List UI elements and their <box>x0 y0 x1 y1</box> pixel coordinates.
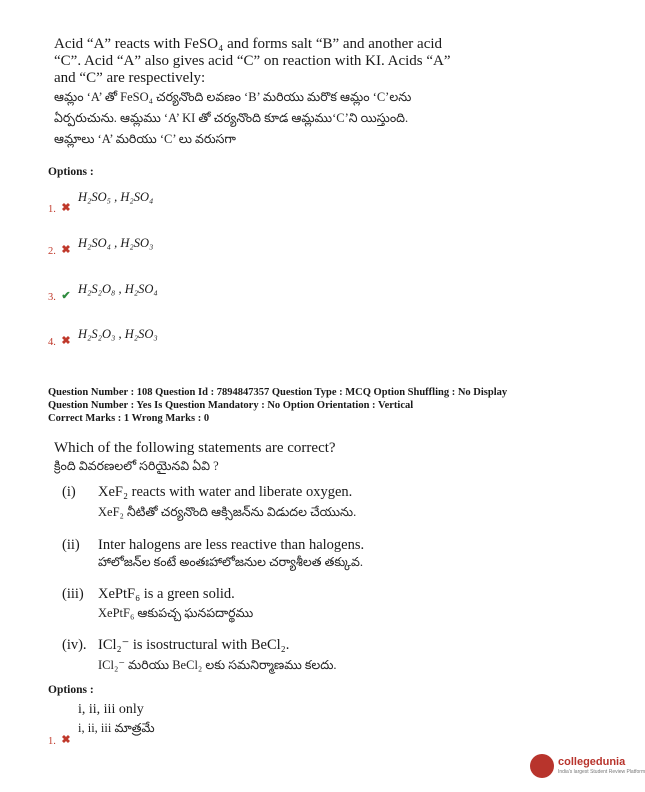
statement-number: (ii) <box>62 537 80 553</box>
brand-name: collegedunia <box>558 756 626 768</box>
question-meta <box>48 386 608 425</box>
option-number: 1. <box>48 204 56 215</box>
option-text: H₂SO₅ , H₂SO₄ <box>78 190 154 204</box>
options-label: Options : <box>48 166 94 178</box>
statement-number: (i) <box>62 484 76 500</box>
statement-text: XeF₂ reacts with water and liberate oxygen. <box>98 484 353 500</box>
brand-tagline: India's largest Student Review Platform <box>558 769 645 775</box>
option-number: 1. <box>48 736 56 747</box>
question-line-telugu: ఆమ్లం ‘A’ తో FeSO₄ చర్యనొంది లవణం ‘B’ మరియు మరొక ఆమ్లం ‘C’లను <box>54 90 412 104</box>
meta-line: Question Number : Yes Is Question Mandatory : No Option Orientation : Vertical <box>48 400 414 411</box>
statement-number: (iii) <box>62 586 84 602</box>
wrong-mark-icon: ✖ <box>61 202 71 214</box>
graduation-cap-icon <box>530 754 554 778</box>
statement-text: ICl₂⁻ is isostructural with BeCl₂. <box>98 637 290 653</box>
options-label: Options : <box>48 684 94 696</box>
option-row[interactable] <box>48 282 348 308</box>
question-line: Acid “A” reacts with FeSO₄ and forms salt “B” and another acid <box>54 36 443 52</box>
brand-watermark <box>530 750 645 786</box>
check-mark-icon: ✔ <box>61 290 71 302</box>
question-line-telugu: ఏర్పరుచును. ఆమ్లము ‘A’ KI తో చర్యనొంది కూడ ఆమ్లము‘C’ని యిస్తుంది. <box>54 111 409 125</box>
wrong-mark-icon: ✖ <box>61 244 71 256</box>
question-text-telugu: క్రింది వివరణలలో సరియైనవి ఏవి ? <box>54 459 219 473</box>
statement-number: (iv). <box>62 637 87 653</box>
question-text <box>54 36 594 87</box>
wrong-mark-icon: ✖ <box>61 734 71 746</box>
option-row[interactable] <box>48 236 348 262</box>
option-text-telugu: i, ii, iii మాత్రమే <box>78 721 155 735</box>
option-row[interactable] <box>48 190 348 216</box>
option-text: H₂SO₄ , H₂SO₃ <box>78 236 154 250</box>
option-number: 2. <box>48 246 56 257</box>
option-row[interactable] <box>48 327 348 353</box>
option-text: H₂S₂O₈ , H₂SO₄ <box>78 282 158 296</box>
statement-text-telugu: ICl₂⁻ మరియు BeCl₂ లకు సమనిర్మాణము కలదు. <box>98 658 337 672</box>
option-number: 3. <box>48 292 56 303</box>
question-line: “C”. Acid “A” also gives acid “C” on reaction with KI. Acids “A” <box>54 53 451 69</box>
question-text: Which of the following statements are correct? <box>54 440 336 456</box>
question-line: and “C” are respectively: <box>54 70 206 86</box>
option-text: H₂S₂O₃ , H₂SO₃ <box>78 327 158 341</box>
statement-text-telugu: హాలోజన్‌ల కంటే అంతఃహాలోజనుల చర్యాశీలత తక్కువ. <box>98 555 364 569</box>
statement-text: XePtF₆ is a green solid. <box>98 586 235 602</box>
meta-line: Correct Marks : 1 Wrong Marks : 0 <box>48 413 210 424</box>
question-text-telugu <box>54 89 594 148</box>
statement-text: Inter halogens are less reactive than halogens. <box>98 537 365 553</box>
option-row[interactable] <box>48 702 348 748</box>
wrong-mark-icon: ✖ <box>61 335 71 347</box>
meta-line: Question Number : 108 Question Id : 7894847357 Question Type : MCQ Option Shuffling : No Display <box>48 387 508 398</box>
statement-text-telugu: XeF₂ నీటితో చర్యనొంది ఆక్సిజన్‌ను విడుదల చేయును. <box>98 505 357 519</box>
option-text: i, ii, iii only <box>78 702 144 717</box>
statement-text-telugu: XePtF₆ ఆకుపచ్చ ఘనపదార్థము <box>98 606 254 620</box>
question-line-telugu: ఆమ్లాలు ‘A’ మరియు ‘C’ లు వరుసగా <box>54 132 236 146</box>
option-number: 4. <box>48 337 56 348</box>
